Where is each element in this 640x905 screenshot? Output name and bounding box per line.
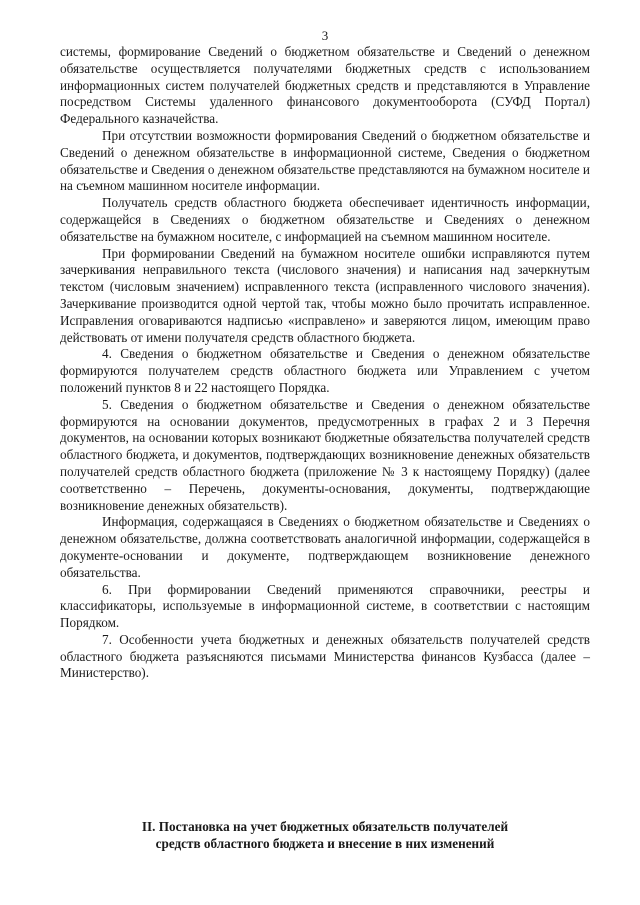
document-page <box>60 28 590 682</box>
page-number: 3 <box>321 28 329 43</box>
paragraph-corrections: При формировании Сведений на бумажном носителе ошибки исправляются путем зачеркивания неправильного текста (числового значения) и написания над зачеркнутым текстом (числовым значением) исправленного текста (исправленного числового значения). Зачеркивание производится одной чертой так, чтобы можно было прочитать исправленное. Исправления оговариваются надписью «исправлено» и заверяются лицом, имеющим право действовать от имени получателя средств областного бюджета. <box>60 245 590 345</box>
paragraph-item-5: 5. Сведения о бюджетном обязательстве и Сведения о денежном обязательстве формируются на основании документов, предусмотренных в графах 2 и 3 Перечня документов, на основании которых возникают бюджетные обязательства получателей средств областного бюджета, и документов, подтверждающих возникновение денежных обязательств получателей средств областного бюджета (приложение № 3 к настоящему Порядку) (далее соответственно – Перечень, документы-основания, документы, подтверждающие возникновение денежных обязательств). <box>60 396 590 513</box>
section-heading-line-1: II. Постановка на учет бюджетных обязательств получателей <box>141 819 509 834</box>
paragraph-identity: Получатель средств областного бюджета обеспечивает идентичность информации, содержащейся в Сведениях о бюджетном обязательстве и Сведениях о денежном обязательстве на бумажном носителе, с информацией на съемном машинном носителе. <box>60 195 590 244</box>
paragraph-item-7: 7. Особенности учета бюджетных и денежных обязательств получателей средств областного бюджета разъясняются письмами Министерства финансов Кузбасса (далее – Министерство). <box>60 631 590 681</box>
paragraph-item-4: 4. Сведения о бюджетном обязательстве и Сведения о денежном обязательстве формируются получателем средств областного бюджета или Управлением с учетом положений пунктов 8 и 22 настоящего Порядка. <box>60 346 590 395</box>
section-heading <box>60 818 590 852</box>
paragraph-no-info-system: При отсутствии возможности формирования Сведений о бюджетном обязательстве и Сведений о денежном обязательстве в информационной системе, Сведения о бюджетном обязательстве и Сведения о денежном обязательстве представляются на бумажном носителе и на съемном машинном носителе информации. <box>60 127 590 194</box>
paragraph-continuation: системы, формирование Сведений о бюджетном обязательстве и Сведений о денежном обязательстве осуществляется получателями бюджетных средств с использованием информационных систем получателей бюджетных средств и представляются в Управление посредством Системы удаленного финансового документооборота (СУФД Портал) Федерального казначейства. <box>60 44 590 127</box>
section-heading-line-2: средств областного бюджета и внесение в них изменений <box>155 836 495 851</box>
paragraph-information: Информация, содержащаяся в Сведениях о бюджетном обязательстве и Сведениях о денежном обязательстве, должна соответствовать аналогичной информации, содержащейся в документе-основании и документе, подтверждающем возникновение денежного обязательства. <box>60 514 590 580</box>
paragraph-item-6: 6. При формировании Сведений применяются справочники, реестры и классификаторы, используемые в информационной системе, в соответствии с настоящим Порядком. <box>60 581 590 631</box>
